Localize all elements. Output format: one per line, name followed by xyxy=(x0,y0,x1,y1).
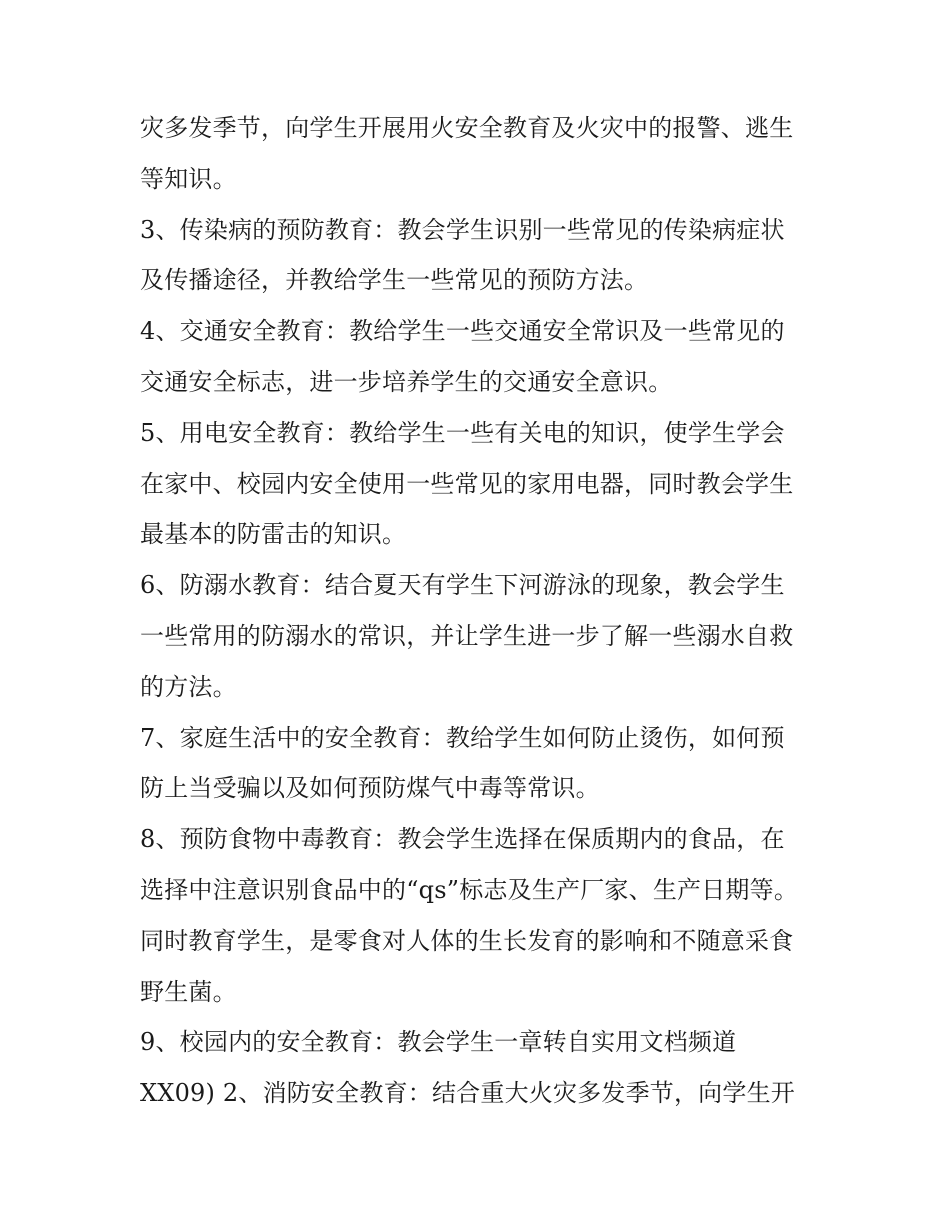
text-line: 灾多发季节，向学生开展用火安全教育及火灾中的报警、逃生 xyxy=(140,114,794,142)
text-line: 选择中注意识别食品中的“qs”标志及生产厂家、生产日期等。 xyxy=(140,875,799,904)
text-line: 一些常用的防溺水的常识，并让学生进一步了解一些溺水自救 xyxy=(140,621,794,650)
text-line: 交通安全标志，进一步培养学生的交通安全意识。 xyxy=(140,367,673,396)
text-line: 同时教育学生，是零食对人体的生长发育的影响和不随意采食 xyxy=(140,926,794,955)
text-line: 6、防溺水教育：结合夏天有学生下河游泳的现象，教会学生 xyxy=(140,571,785,600)
document-body xyxy=(140,103,830,1119)
text-line: 等知识。 xyxy=(140,164,237,193)
text-line: 9、校园内的安全教育：教会学生一章转自实用文档频道 xyxy=(140,1028,737,1057)
text-line: XX09) 2、消防安全教育：结合重大火灾多发季节，向学生开 xyxy=(140,1079,795,1108)
text-line: 的方法。 xyxy=(140,672,237,701)
text-line: 最基本的防雷击的知识。 xyxy=(140,520,407,549)
text-line: 5、用电安全教育：教给学生一些有关电的知识，使学生学会 xyxy=(140,418,785,447)
text-line: 3、传染病的预防教育：教会学生识别一些常见的传染病症状 xyxy=(140,215,785,244)
text-line: 8、预防食物中毒教育：教会学生选择在保质期内的食品，在 xyxy=(140,825,785,854)
text-line: 4、交通安全教育：教给学生一些交通安全常识及一些常见的 xyxy=(140,317,785,346)
text-line: 7、家庭生活中的安全教育：教给学生如何防止烫伤，如何预 xyxy=(140,723,785,752)
text-line: 防上当受骗以及如何预防煤气中毒等常识。 xyxy=(140,774,600,803)
text-line: 及传播途径，并教给学生一些常见的预防方法。 xyxy=(140,266,649,295)
text-line: 在家中、校园内安全使用一些常见的家用电器，同时教会学生 xyxy=(140,469,794,498)
text-line: 野生菌。 xyxy=(140,977,237,1006)
